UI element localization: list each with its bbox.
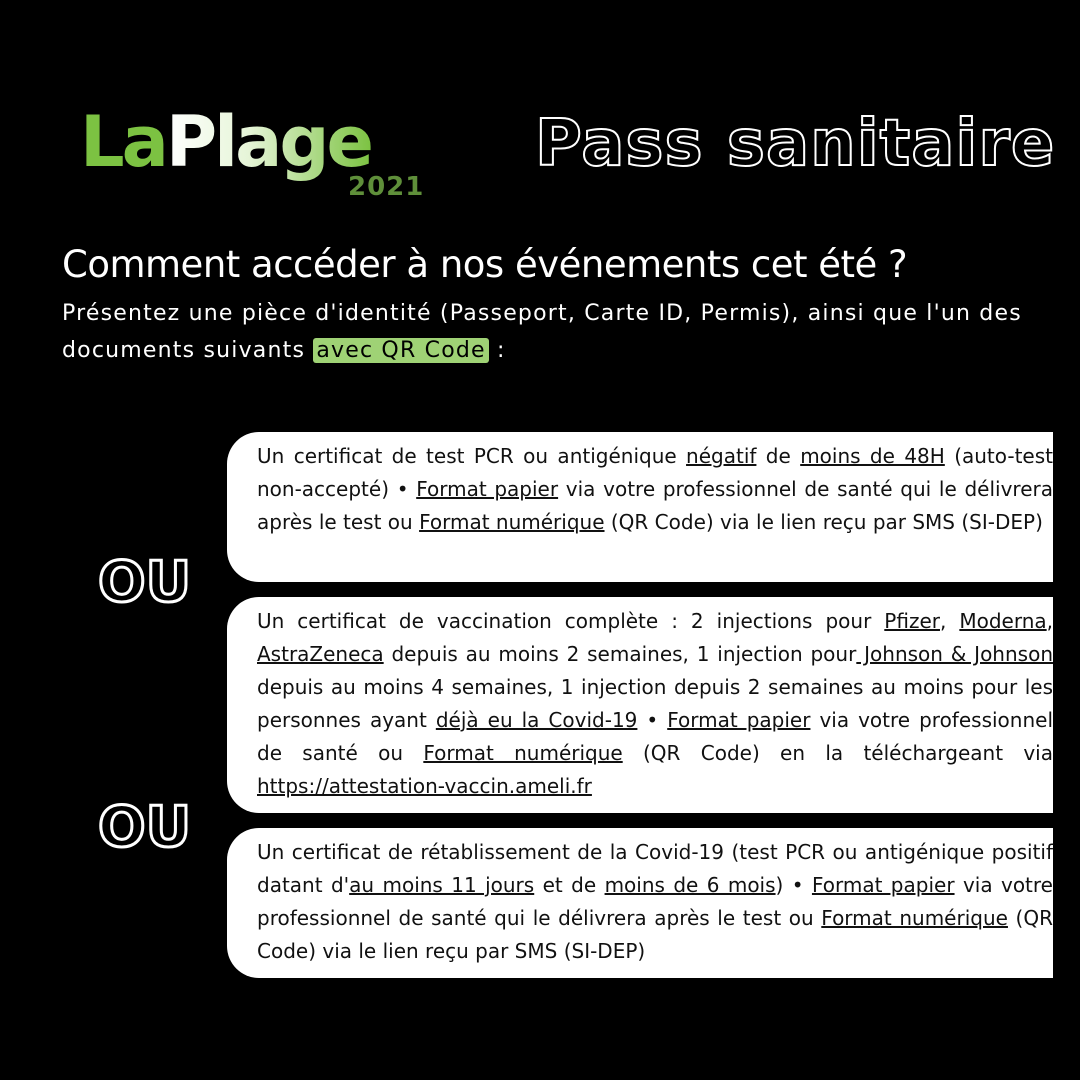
text: depuis au moins 2 semaines, 1 injection pour: [383, 642, 857, 666]
pcr-test-card: [227, 432, 1053, 582]
text: (QR Code) via le lien reçu par SMS (SI-DEP): [257, 906, 1053, 963]
link-ameli[interactable]: https://attestation-vaccin.ameli.fr: [257, 774, 592, 798]
logo-plage: Plage: [165, 101, 371, 183]
link-format-numerique[interactable]: Format numérique: [423, 741, 623, 765]
vaccination-card: [227, 597, 1053, 813]
link-moderna[interactable]: Moderna: [959, 609, 1047, 633]
text: (QR Code) en la téléchargeant via: [622, 741, 1053, 765]
text: ,: [1046, 609, 1053, 633]
logo-wordmark: [80, 100, 371, 184]
text: Un certificat de test PCR ou antigénique: [257, 444, 687, 468]
ou-separator-2: OU: [98, 795, 192, 860]
ou-separator-1: OU: [98, 550, 192, 615]
link-format-papier[interactable]: Format papier: [811, 873, 955, 897]
link-pfizer[interactable]: Pfizer: [884, 609, 940, 633]
intro-text: [62, 295, 1042, 369]
link-format-numerique[interactable]: Format numérique: [821, 906, 1008, 930]
qr-code-highlight: avec QR Code: [313, 338, 488, 363]
text: de: [756, 444, 801, 468]
text: (auto-test non-accepté) •: [257, 444, 1053, 501]
intro-body: Présentez une pièce d'identité (Passeport, Carte ID, Permis), ainsi que l'un des documents suivants: [62, 301, 1022, 363]
question-heading: Comment accéder à nos événements cet été ?: [62, 243, 908, 286]
recovery-card: [227, 828, 1053, 978]
text: Un certificat de vaccination complète : 2 injections pour: [257, 609, 885, 633]
link-format-papier[interactable]: Format papier: [667, 708, 811, 732]
link-negatif[interactable]: négatif: [686, 444, 757, 468]
page-title: Pass sanitaire: [535, 107, 1056, 181]
text: •: [637, 708, 668, 732]
link-astrazeneca[interactable]: AstraZeneca: [257, 642, 384, 666]
link-6-mois[interactable]: moins de 6 mois: [604, 873, 776, 897]
intro-suffix: :: [496, 338, 506, 363]
text: depuis au moins 4 semaines, 1 injection depuis 2 semaines au moins pour les personnes ayant: [257, 675, 1053, 732]
text: Un certificat de rétablissement de la Covid-19 (test PCR ou antigénique positif datant d': [257, 840, 1053, 897]
text: via votre professionnel de santé qui le délivrera après le test ou: [257, 873, 1053, 930]
link-deja-covid[interactable]: déjà eu la Covid-19: [435, 708, 638, 732]
laplage-logo: [80, 100, 440, 210]
text: via votre professionnel de santé ou: [257, 708, 1053, 765]
link-11-jours[interactable]: au moins 11 jours: [349, 873, 535, 897]
text: ,: [939, 609, 960, 633]
text: via votre professionnel de santé qui le délivrera après le test ou: [257, 477, 1053, 534]
text: (QR Code) via le lien reçu par SMS (SI-DEP): [604, 510, 1043, 534]
text: et de: [534, 873, 605, 897]
link-moins-48h[interactable]: moins de 48H: [800, 444, 945, 468]
text: ) •: [775, 873, 812, 897]
logo-la: La: [80, 101, 166, 183]
link-format-papier[interactable]: Format papier: [416, 477, 559, 501]
link-format-numerique[interactable]: Format numérique: [419, 510, 605, 534]
link-johnson[interactable]: Johnson & Johnson: [856, 642, 1053, 666]
logo-year: 2021: [348, 172, 425, 202]
